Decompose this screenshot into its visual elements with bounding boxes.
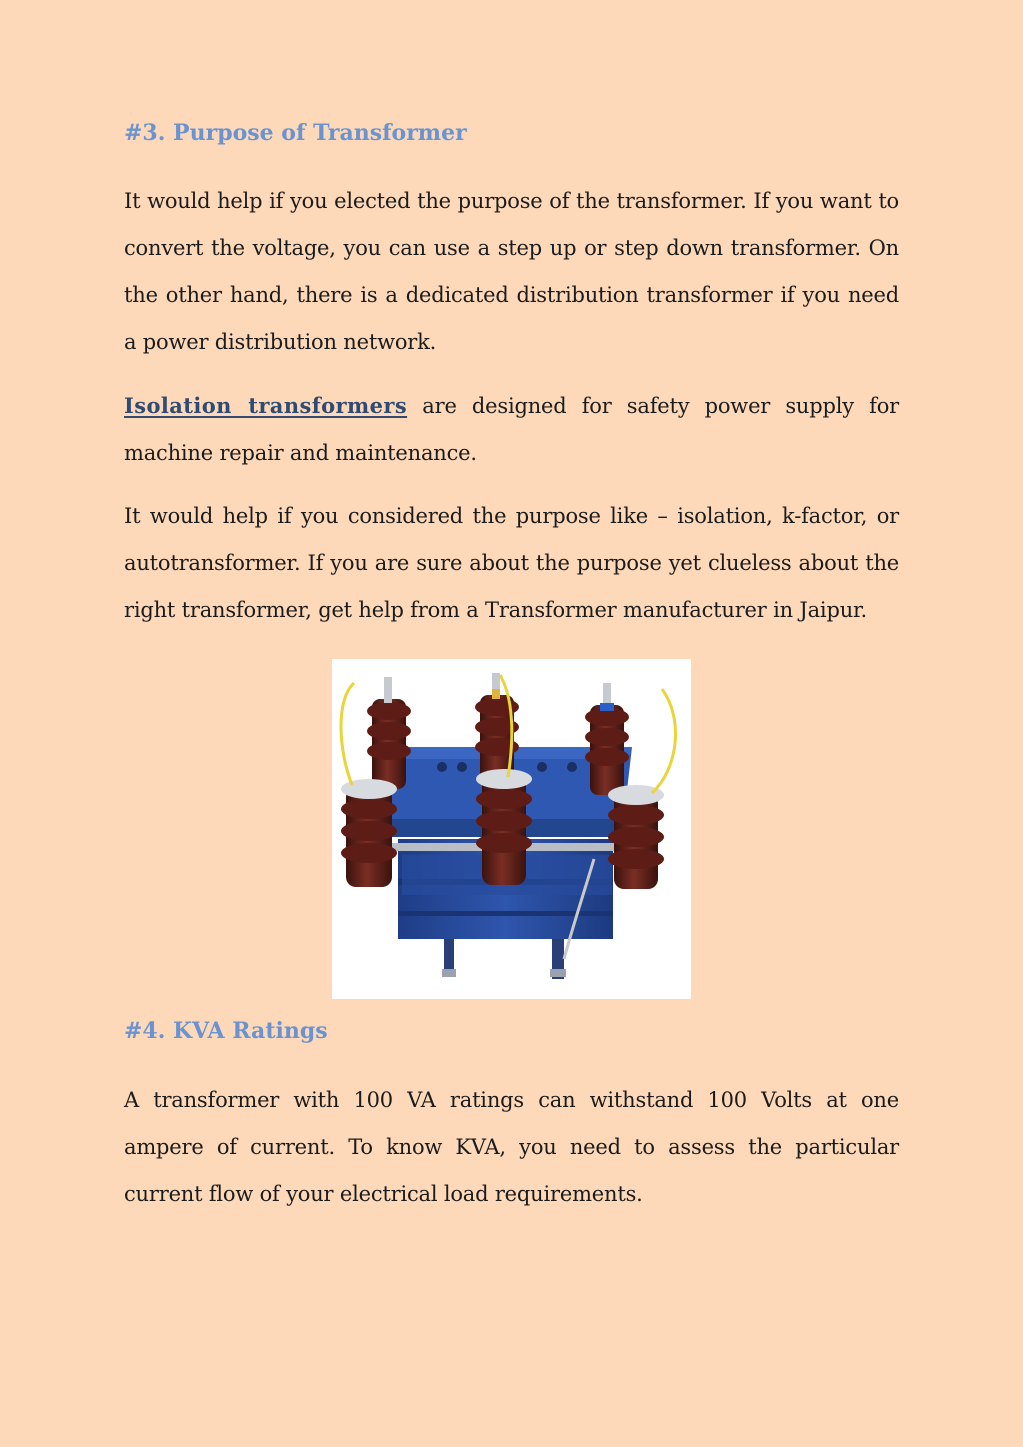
paragraph-considerations: It would help if you considered the purpose like – isolation, k-factor, or autotransformer. If you are sure about the purpose yet clueless about the right transformer, get help from a Transformer manufacturer in Jaipur. (124, 504, 899, 622)
section-heading-purpose: #3. Purpose of Transformer (124, 120, 467, 146)
paragraph-kva: A transformer with 100 VA ratings can withstand 100 Volts at one ampere of current. To know KVA, you need to assess the particular current flow of your electrical load requirements. (124, 1088, 899, 1206)
paragraph-purpose: It would help if you elected the purpose of the transformer. If you want to convert the voltage, you can use a step up or step down transformer. On the other hand, there is a dedicated distribution transformer if you need a power distribution network. (124, 189, 899, 354)
transformer-image (332, 659, 691, 999)
transformer-illustration (332, 659, 691, 999)
section-heading-kva: #4. KVA Ratings (124, 1018, 328, 1044)
isolation-transformers-link[interactable]: Isolation transformers (124, 393, 408, 418)
paragraph-isolation (124, 382, 899, 477)
paragraph-isolation-text: are designed for safety power supply for machine repair and maintenance. (124, 394, 899, 465)
